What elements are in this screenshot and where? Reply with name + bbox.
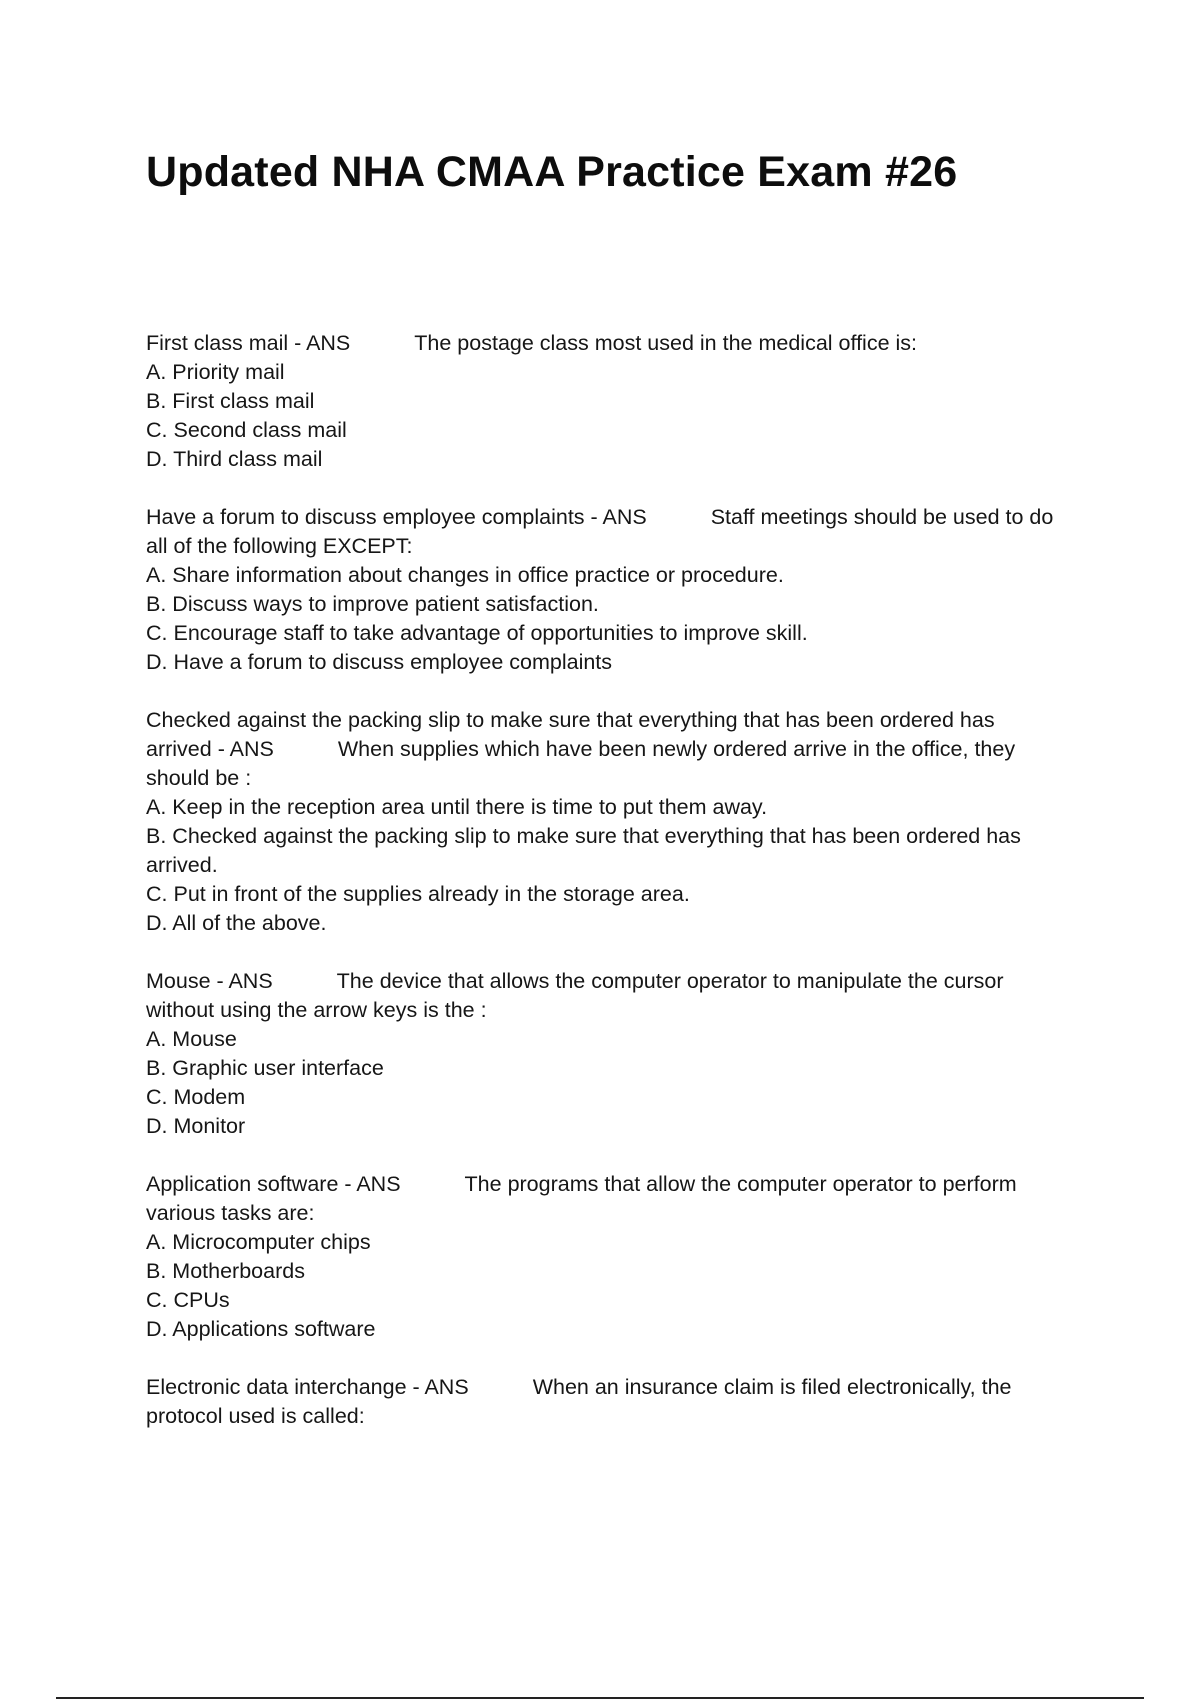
question-prompt-continued: various tasks are:: [146, 1201, 315, 1225]
question-header: [146, 1373, 1096, 1402]
answer-option: D. All of the above.: [146, 911, 327, 935]
question-header: [146, 329, 1096, 358]
footer-rule: [56, 1697, 1144, 1699]
answer-text: Mouse - ANS: [146, 969, 273, 993]
answer-option: B. Motherboards: [146, 1259, 305, 1283]
answer-text: Checked against the packing slip to make sure that everything that has been ordered has: [146, 708, 995, 732]
answer-option: C. Modem: [146, 1085, 246, 1109]
question-prompt: The device that allows the computer operator to manipulate the cursor: [336, 969, 1004, 993]
answer-option: C. Second class mail: [146, 418, 347, 442]
answer-option: C. Put in front of the supplies already in the storage area.: [146, 882, 690, 906]
question-prompt-continued: protocol used is called:: [146, 1404, 365, 1428]
page-title: Updated NHA CMAA Practice Exam #26: [146, 148, 958, 196]
answer-option: D. Monitor: [146, 1114, 246, 1138]
answer-option: A. Priority mail: [146, 360, 285, 384]
answer-option: C. CPUs: [146, 1288, 230, 1312]
answer-option: D. Have a forum to discuss employee complaints: [146, 650, 613, 674]
question-prompt: When an insurance claim is filed electronically, the: [532, 1375, 1012, 1399]
question-prompt-continued: without using the arrow keys is the :: [146, 998, 487, 1022]
answer-text: Have a forum to discuss employee complaints - ANS: [146, 505, 647, 529]
question-header: [146, 503, 1096, 532]
answer-option: B. Checked against the packing slip to make sure that everything that has been ordered has: [146, 824, 1021, 848]
answer-option: D. Applications software: [146, 1317, 376, 1341]
question-block: [146, 706, 1096, 938]
answer-option: B. Graphic user interface: [146, 1056, 384, 1080]
question-prompt: The postage class most used in the medical office is:: [414, 331, 918, 355]
question-block: [146, 503, 1096, 677]
question-prompt-continued: should be :: [146, 766, 252, 790]
question-block: [146, 1373, 1096, 1431]
answer-option: D. Third class mail: [146, 447, 323, 471]
question-prompt-continued: all of the following EXCEPT:: [146, 534, 413, 558]
answer-option: B. Discuss ways to improve patient satisfaction.: [146, 592, 599, 616]
answer-option: A. Mouse: [146, 1027, 237, 1051]
answer-option-continued: arrived.: [146, 853, 218, 877]
question-prompt: The programs that allow the computer operator to perform: [464, 1172, 1017, 1196]
answer-option: A. Microcomputer chips: [146, 1230, 371, 1254]
question-prompt: When supplies which have been newly ordered arrive in the office, they: [337, 737, 1016, 761]
question-block: [146, 1170, 1096, 1344]
question-block: [146, 967, 1096, 1141]
answer-text-continued: arrived - ANS: [146, 737, 274, 761]
question-header: [146, 735, 1096, 764]
question-prompt: Staff meetings should be used to do: [710, 505, 1054, 529]
question-header: [146, 1170, 1096, 1199]
answer-option: C. Encourage staff to take advantage of opportunities to improve skill.: [146, 621, 808, 645]
question-header: [146, 967, 1096, 996]
answer-option: A. Keep in the reception area until there is time to put them away.: [146, 795, 768, 819]
answer-text: Application software - ANS: [146, 1172, 401, 1196]
answer-text: First class mail - ANS: [146, 331, 351, 355]
answer-option: A. Share information about changes in office practice or procedure.: [146, 563, 784, 587]
question-list: [146, 329, 1096, 1460]
answer-option: B. First class mail: [146, 389, 315, 413]
answer-text: Electronic data interchange - ANS: [146, 1375, 469, 1399]
question-block: [146, 329, 1096, 474]
